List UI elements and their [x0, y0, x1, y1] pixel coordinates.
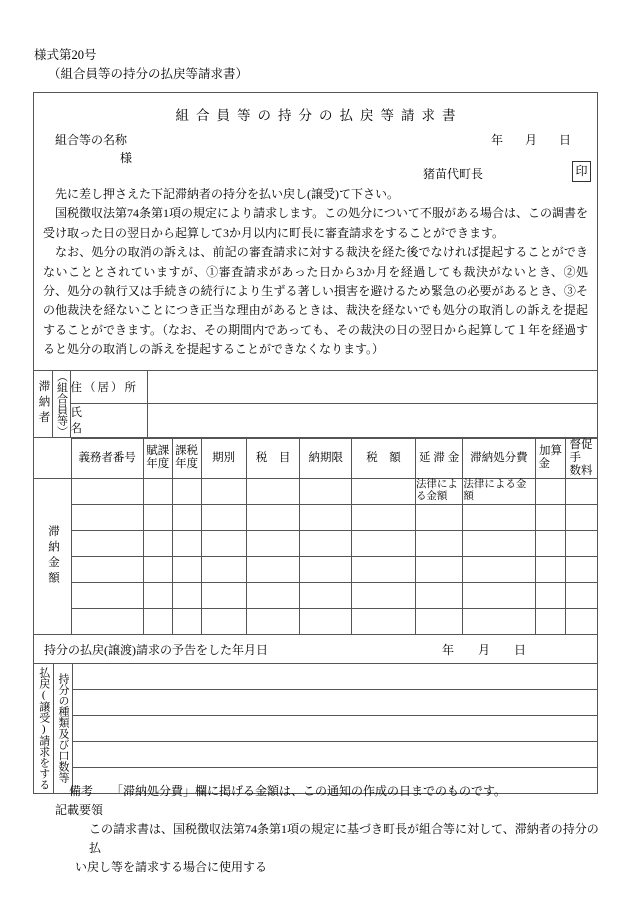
cell-tax-item[interactable]: [246, 556, 300, 582]
share-entry-cell[interactable]: [72, 741, 597, 767]
cell-obligor-number[interactable]: [71, 504, 143, 530]
amount-vertical-label-cell: [34, 478, 71, 634]
share-entry-cell[interactable]: [72, 663, 597, 689]
col-header-tax-amount: 税 額: [352, 438, 416, 478]
cell-tax-year[interactable]: [172, 478, 201, 504]
taxpayer-address-row: [34, 370, 597, 404]
share-right-vertical-label: 持分の種類及び口数等: [57, 673, 69, 784]
table-row: [34, 582, 597, 608]
form-frame: [33, 92, 598, 794]
cell-additional-charge[interactable]: [535, 608, 566, 634]
cell-demand-fee[interactable]: [566, 582, 597, 608]
date-month-label: 月: [525, 133, 538, 147]
cell-demand-fee[interactable]: [566, 608, 597, 634]
cell-tax-amount[interactable]: [352, 582, 416, 608]
cell-delinquency-charge[interactable]: [415, 556, 462, 582]
amount-header-row: [34, 438, 597, 478]
recipient-block: [34, 129, 597, 185]
cell-tax-item[interactable]: [246, 504, 300, 530]
cell-tax-year[interactable]: [172, 530, 201, 556]
prior-notice-label: 持分の払戻(譲渡)請求の予告をした年月日: [44, 642, 268, 657]
col-header-delinquency-charge: 延 滞 金: [415, 438, 462, 478]
seal-stamp-box: 印: [572, 161, 591, 182]
document-header: [34, 46, 248, 84]
address-value-cell[interactable]: [147, 370, 597, 404]
cell-due-date[interactable]: [300, 582, 352, 608]
cell-obligor-number[interactable]: [71, 478, 143, 504]
cell-due-date[interactable]: [300, 608, 352, 634]
prior-notice-day-label: 日: [514, 642, 527, 657]
taxpayer-sub-vertical-label-cell: [52, 370, 70, 437]
cell-obligor-number[interactable]: [71, 556, 143, 582]
cell-tax-amount[interactable]: [352, 504, 416, 530]
cell-due-date[interactable]: [300, 530, 352, 556]
cell-tax-item[interactable]: [246, 530, 300, 556]
form-title: 組合員等の持分の払戻等請求書: [175, 108, 463, 123]
cell-tax-amount[interactable]: [352, 608, 416, 634]
date-year-label: 年: [491, 133, 504, 147]
form-subtitle: （組合員等の持分の払戻等請求書）: [48, 67, 249, 81]
cell-tax-item[interactable]: [246, 608, 300, 634]
instructions-line-2: い戻し等を請求する場合に使用する: [75, 860, 268, 874]
share-detail-table: [34, 663, 597, 793]
cell-additional-charge[interactable]: [535, 530, 566, 556]
cell-disposition-cost[interactable]: [463, 608, 535, 634]
cell-delinquency-charge[interactable]: [415, 504, 462, 530]
cell-disposition-cost-note: 法律による金額: [463, 478, 535, 504]
cell-additional-charge[interactable]: [535, 582, 566, 608]
table-row: [34, 504, 597, 530]
cell-period[interactable]: [201, 478, 246, 504]
cell-obligor-number[interactable]: [71, 608, 143, 634]
cell-tax-item[interactable]: [246, 478, 300, 504]
col-header-tax-item: 税 目: [246, 438, 300, 478]
taxpayer-sub-vertical-label: （組合員等）: [55, 370, 68, 437]
col-header-levy-year: 賦課 年度: [143, 438, 172, 478]
table-row: [34, 478, 597, 504]
cell-disposition-cost[interactable]: [463, 582, 535, 608]
cell-due-date[interactable]: [300, 556, 352, 582]
cell-levy-year[interactable]: [143, 556, 172, 582]
date-day-label: 日: [559, 133, 572, 147]
name-label-cell: 氏 名: [70, 404, 147, 438]
instructions-line-1: この請求書は、国税徴収法第74条第1項の規定に基づき町長が組合等に対して、滞納者の持分の払: [89, 822, 599, 855]
share-entry-cell[interactable]: [72, 715, 597, 741]
cell-disposition-cost[interactable]: [463, 530, 535, 556]
cell-levy-year[interactable]: [143, 582, 172, 608]
col-header-period: 期別: [201, 438, 246, 478]
taxpayer-table: [34, 370, 597, 438]
recipient-honorific: 様: [120, 151, 133, 165]
prior-notice-date-row: [34, 634, 597, 663]
cell-additional-charge[interactable]: [535, 504, 566, 530]
cell-period[interactable]: [201, 504, 246, 530]
col-header-tax-year: 課税 年度: [172, 438, 201, 478]
amount-vertical-label: 滞納金額: [47, 525, 60, 588]
issue-date-fields: [491, 131, 575, 148]
taxpayer-vertical-label-cell: [34, 370, 52, 437]
prior-notice-month-label: 月: [478, 642, 491, 657]
cell-period[interactable]: [201, 556, 246, 582]
taxpayer-name-row: [34, 404, 597, 438]
cell-due-date[interactable]: [300, 504, 352, 530]
cell-levy-year[interactable]: [143, 504, 172, 530]
cell-tax-year[interactable]: [172, 556, 201, 582]
col-header-obligor-number: 義務者番号: [71, 438, 143, 478]
table-row: [34, 715, 597, 741]
cell-period[interactable]: [201, 608, 246, 634]
cell-levy-year[interactable]: [143, 530, 172, 556]
cell-period[interactable]: [201, 530, 246, 556]
cell-delinquency-charge[interactable]: [415, 608, 462, 634]
cell-tax-amount[interactable]: [352, 556, 416, 582]
share-left-vertical-label-cell: [34, 663, 53, 793]
col-header-due-date: 納期限: [300, 438, 352, 478]
remarks-label: 備考: [69, 784, 94, 798]
cell-levy-year[interactable]: [143, 478, 172, 504]
recipient-label: 組合等の名称: [55, 133, 128, 147]
cell-tax-amount[interactable]: [352, 478, 416, 504]
col-header-disposition-cost: 滞納処分費: [463, 438, 535, 478]
body-paragraph-1: 先に差し押さえた下記滞納者の持分を払い戻し(譲受)て下さい。: [55, 187, 399, 201]
table-row: [34, 530, 597, 556]
cell-obligor-number[interactable]: [71, 582, 143, 608]
prior-notice-year-label: 年: [442, 642, 455, 657]
col-header-additional-charge: 加算 金: [535, 438, 566, 478]
cell-delinquency-charge-note: 法律による金額: [415, 478, 462, 504]
remarks-text: 「滞納処分費」欄に掲げる金額は、この通知の作成の日までのものです。: [111, 784, 507, 798]
share-left-vertical-label: 払戻(譲受)請求をする: [37, 666, 50, 790]
instructions-label: 記載要領: [55, 803, 104, 817]
body-paragraph-3: なお、処分の取消の訴えは、前記の審査請求に対する裁決を経た後でなければ提起することができないこととされていますが、①審査請求があった日から3か月を経過しても裁決がないとき、②処分、処分の執行又は手続きの続行により生ずる著しい損害を避けるため緊急の必要があるとき、③その他裁決を経ないことにつき正当な理由があるときは、裁決を経ないでも処分の取消しの訴えを提起することができます。（なお、その期間内であっても、その裁決の日の翌日から起算して１年を経過すると処分の取消しの訴えを提起することができなくなります。）: [43, 245, 588, 357]
table-row: [34, 741, 597, 767]
body-text: [34, 185, 597, 370]
cell-tax-year[interactable]: [172, 582, 201, 608]
cell-demand-fee[interactable]: [566, 530, 597, 556]
taxpayer-vertical-label: 滞納者: [37, 380, 50, 427]
table-row: [34, 608, 597, 634]
cell-demand-fee[interactable]: [566, 478, 597, 504]
table-row: [34, 556, 597, 582]
form-number: 様式第20号: [34, 48, 97, 62]
share-right-vertical-label-cell: [53, 663, 72, 793]
prior-notice-date-fields[interactable]: [442, 641, 526, 658]
amount-table: [34, 438, 597, 634]
cell-demand-fee[interactable]: [566, 504, 597, 530]
cell-disposition-cost[interactable]: [463, 504, 535, 530]
issuer-name: 猪苗代町長: [423, 167, 484, 181]
body-paragraph-2: 国税徴収法第74条第1項の規定により請求します。この処分について不服がある場合は、この調書を受け取った日の翌日から起算して3か月以内に町長に審査請求をすることができます。: [43, 206, 588, 240]
cell-obligor-number[interactable]: [71, 530, 143, 556]
cell-demand-fee[interactable]: [566, 556, 597, 582]
amount-header-spacer: [34, 438, 71, 478]
footer-notes: [33, 782, 603, 877]
cell-disposition-cost[interactable]: [463, 556, 535, 582]
cell-additional-charge[interactable]: [535, 478, 566, 504]
cell-tax-year[interactable]: [172, 504, 201, 530]
table-row: [34, 663, 597, 689]
remarks-line: [33, 782, 603, 801]
cell-tax-year[interactable]: [172, 608, 201, 634]
address-label-cell: 住（居）所: [70, 370, 147, 404]
cell-levy-year[interactable]: [143, 608, 172, 634]
name-value-cell[interactable]: [147, 404, 597, 438]
cell-delinquency-charge[interactable]: [415, 582, 462, 608]
cell-additional-charge[interactable]: [535, 556, 566, 582]
table-row: [34, 689, 597, 715]
col-header-demand-fee: 督促手 数料: [566, 438, 597, 478]
cell-tax-item[interactable]: [246, 582, 300, 608]
cell-delinquency-charge[interactable]: [415, 530, 462, 556]
cell-due-date[interactable]: [300, 478, 352, 504]
cell-tax-amount[interactable]: [352, 530, 416, 556]
cell-period[interactable]: [201, 582, 246, 608]
share-entry-cell[interactable]: [72, 689, 597, 715]
